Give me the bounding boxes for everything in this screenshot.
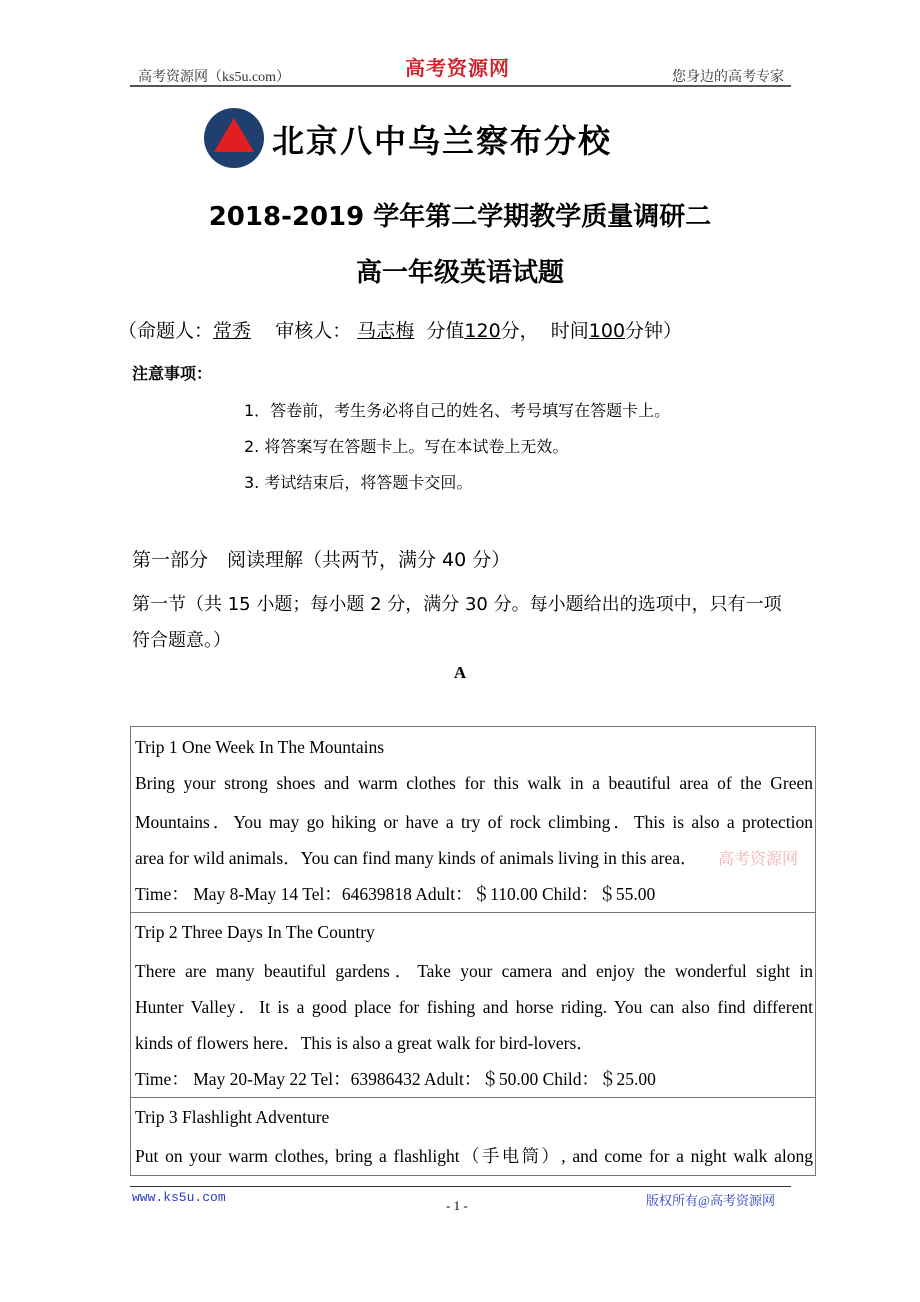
trip-text: area for wild animals．You can find many kinds of animals living in this area． [135, 848, 698, 868]
section-instructions: 第一节（共 15 小题；每小题 2 分，满分 30 分。每小题给出的选项中，只有一项 [132, 594, 782, 615]
notice-item: 3. 考试结束后，将答题卡交回。 [244, 473, 473, 492]
trip-text: Put on your warm clothes, bring a flashlight（手电筒）, and come for a night walk along [135, 1146, 813, 1166]
exam-info [118, 316, 682, 343]
trip-row [131, 1098, 815, 1175]
exam-title: 2018-2019 学年第二学期教学质量调研二 [208, 202, 712, 232]
score: 120 [464, 320, 501, 342]
time-label: 时间 [550, 320, 589, 342]
school-emblem-icon [204, 108, 264, 168]
time: 100 [588, 320, 626, 342]
trips-table [130, 726, 816, 1176]
watermark: 高考资源网 [718, 851, 799, 868]
trip-title: Trip 1 One Week In The Mountains [135, 737, 385, 757]
reviewer-label: 审核人： [275, 320, 352, 342]
header-left: 高考资源网（ks5u.com） [138, 70, 291, 85]
footer-link[interactable]: www.ks5u.com [132, 1190, 226, 1205]
trip-row [131, 727, 815, 913]
score-unit: 分， [500, 320, 539, 342]
page-number: - 1 - [446, 1198, 468, 1213]
score-label: 分值 [426, 320, 465, 342]
passage-label: A [453, 663, 467, 682]
trip-text: There are many beautiful gardens．Take your camera and enjoy the wonderful sight in [135, 961, 813, 981]
notice-item: 1．答卷前，考生务必将自己的姓名、考号填写在答题卡上。 [244, 401, 671, 420]
trip-details: Time： May 8-May 14 Tel：64639818 Adult：＄110.00 Child：＄55.00 [135, 884, 656, 904]
notice-heading: 注意事项： [132, 364, 213, 383]
header-brand-logo: 高考资源网 [405, 58, 510, 80]
author-label: （命题人： [118, 320, 214, 342]
footer-divider [130, 1186, 791, 1187]
exam-subtitle: 高一年级英语试题 [355, 258, 564, 288]
school-name: 北京八中乌兰察布分校 [272, 122, 613, 160]
footer-copyright: 版权所有@高考资源网 [646, 1193, 775, 1208]
section-instructions-cont: 符合题意。） [132, 630, 231, 651]
time-unit: 分钟） [625, 320, 683, 342]
author: 常秀 [213, 320, 252, 342]
trip-text: Mountains．You may go hiking or have a try of rock climbing．This is also a protection [135, 812, 813, 832]
trip-text: kinds of flowers here．This is also a great walk for bird-lovers． [135, 1033, 594, 1053]
trip-title: Trip 2 Three Days In The Country [135, 922, 375, 942]
trip-text: Hunter Valley．It is a good place for fishing and horse riding. You can also find different [135, 997, 813, 1017]
trip-title: Trip 3 Flashlight Adventure [135, 1107, 330, 1127]
trip-row [131, 913, 815, 1098]
notice-item: 2. 将答案写在答题卡上。写在本试卷上无效。 [244, 437, 569, 456]
reviewer: 马志梅 [357, 320, 415, 342]
header-divider [130, 85, 791, 87]
trip-text: Bring your strong shoes and warm clothes for this walk in a beautiful area of the Green [135, 773, 813, 793]
part-heading: 第一部分 阅读理解（共两节，满分 40 分） [132, 549, 511, 571]
trip-details: Time： May 20-May 22 Tel：63986432 Adult：＄50.00 Child：＄25.00 [135, 1069, 656, 1089]
header-right: 您身边的高考专家 [672, 70, 784, 85]
